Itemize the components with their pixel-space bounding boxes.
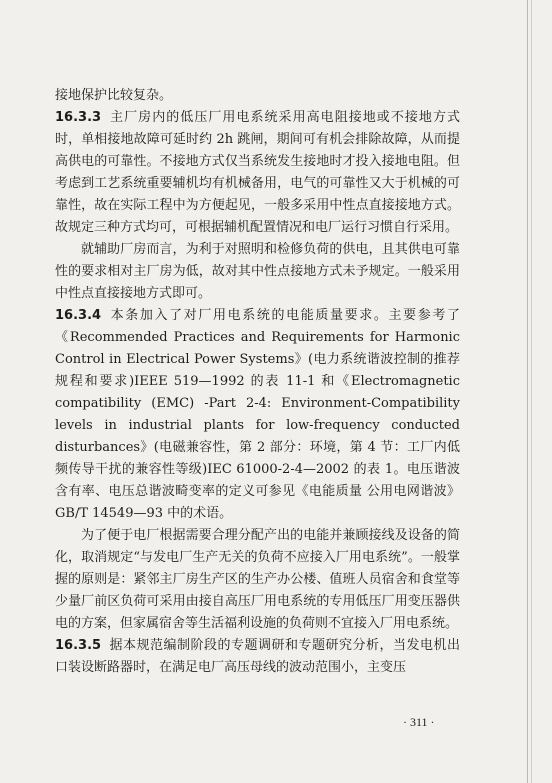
- paragraph-section-16-3-5: [55, 635, 460, 679]
- paragraph-text: 据本规范编制阶段的专题调研和专题研究分析，当发电机出口装设断路器时，在满足电厂高压母线的波动范围小，主变压: [55, 638, 460, 675]
- paragraph-text: 本条加入了对厂用电系统的电能质量要求。主要参考了《Recommended Practices and Requirements for Harmonic Control in Electrical Power Systems》(电力系统谐波控制的推荐规程和要求)IEEE 519—1992 的表 11-1 和《Electromagnetic compatibility (EMC) -Part 2-4: Environment-Compatibility levels in industrial plants for low-frequency conducted disturbances》(电磁兼容性，第 2 部分：环境，第 4 节：工厂内低频传导干扰的兼容性等级)IEC 61000-2-4—2002 的表 1。电压谐波含有率、电压总谐波畸变率的定义可参见《电能质量 公用电网谐波》GB/T 14549—93 中的术语。: [55, 308, 460, 521]
- paragraph-auxiliary-buildings: [55, 239, 460, 305]
- paragraph-power-allocation: [55, 525, 460, 635]
- section-number: 16.3.4: [55, 308, 102, 323]
- paragraph-text: 就辅助厂房而言，为利于对照明和检修负荷的供电，且其供电可靠性的要求相对主厂房为低，故对其中性点接地方式未予规定。一般采用中性点直接接地方式即可。: [55, 242, 460, 301]
- paragraph-text: 主厂房内的低压厂用电系统采用高电阻接地或不接地方式时，单相接地故障可延时约 2h 跳闸，期间可有机会排除故障，从而提高供电的可靠性。不接地方式仅当系统发生接地时才投入接地电阻。但考虑到工艺系统重要辅机均有机械备用，电气的可靠性又大于机械的可靠性，故在实际工程中为方便起见，一般多采用中性点直接接地方式。故规定三种方式均可，可根据辅机配置情况和电厂运行习惯自行采用。: [55, 110, 460, 235]
- paragraph-text: 为了便于电厂根据需要合理分配产出的电能并兼顾接线及设备的简化，取消规定“与发电厂生产无关的负荷不应接入厂用电系统”。一般掌握的原则是：紧邻主厂房生产区的生产办公楼、值班人员宿舍和食堂等少量厂前区负荷可采用由接自高压厂用电系统的专用低压厂用变压器供电的方案，但家属宿舍等生活福利设施的负荷则不宜接入厂用电系统。: [55, 528, 460, 631]
- section-number: 16.3.3: [55, 110, 102, 125]
- paragraph-text: 接地保护比较复杂。: [55, 88, 173, 103]
- page-number: · 311 ·: [403, 715, 435, 729]
- page-edge-line: [527, 0, 528, 783]
- document-body: [55, 85, 460, 679]
- section-number: 16.3.5: [55, 638, 102, 653]
- paragraph-section-16-3-3: [55, 107, 460, 239]
- page-edge-line-outer: [531, 0, 532, 783]
- paragraph-continuation: [55, 85, 460, 107]
- paragraph-section-16-3-4: [55, 305, 460, 525]
